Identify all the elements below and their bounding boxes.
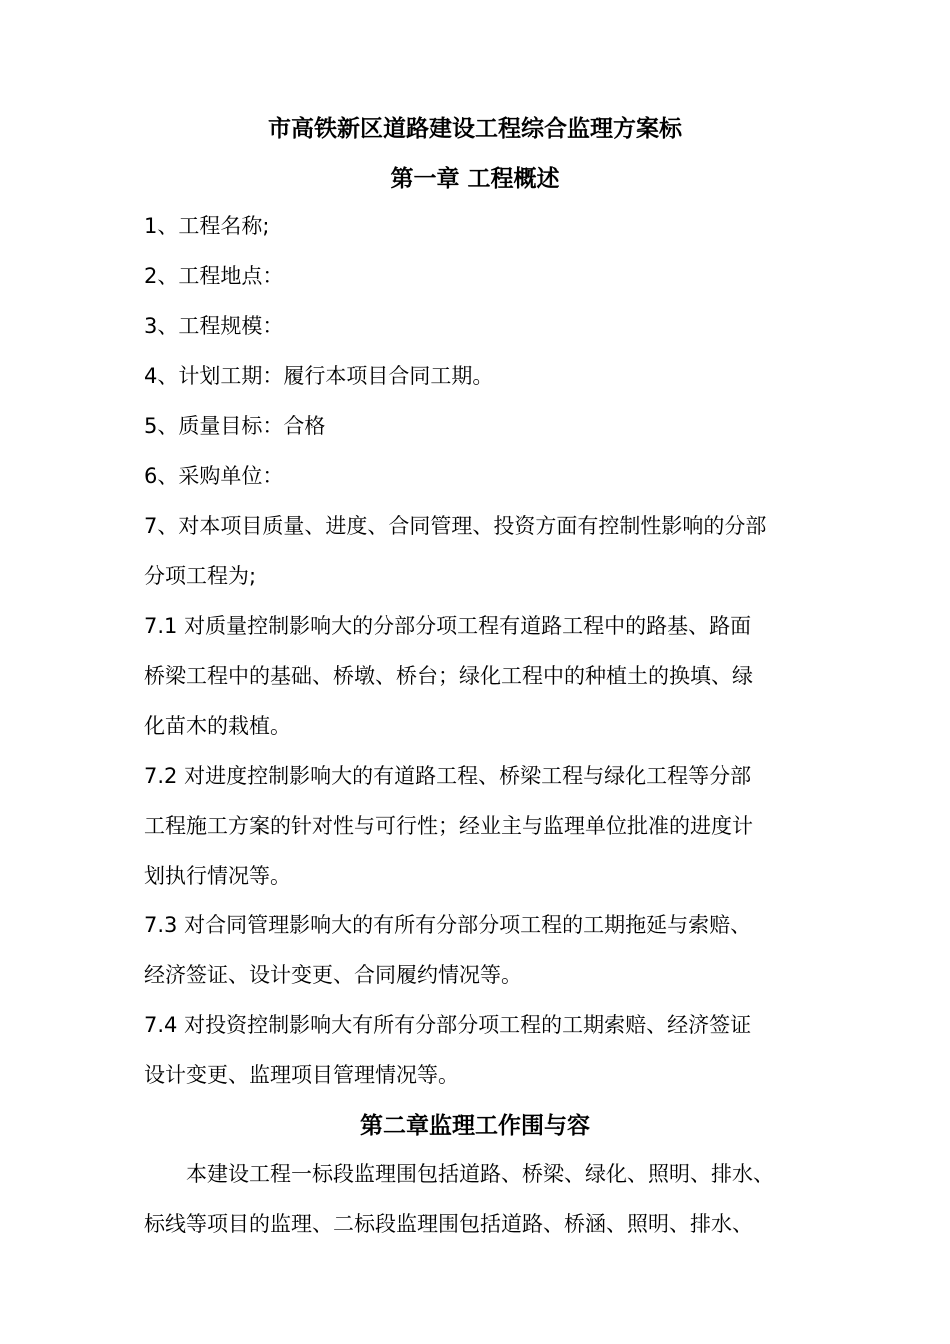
item-7-line-1: 7、对本项目质量、进度、合同管理、投资方面有控制性影响的分部: [144, 514, 767, 538]
document-title: 市高铁新区道路建设工程综合监理方案标: [268, 116, 682, 142]
item-7-4-line-1: 7.4 对投资控制影响大有所有分部分项工程的工期索赔、经济签证: [144, 1013, 752, 1037]
item-project-name: 1、工程名称;: [144, 214, 270, 238]
chapter-2-heading: 第二章监理工作围与容: [360, 1113, 590, 1139]
item-7-3-line-2: 经济签证、设计变更、合同履约情况等。: [144, 963, 522, 987]
chapter-1-heading: 第一章 工程概述: [390, 166, 560, 192]
item-purchasing-unit: 6、采购单位：: [144, 464, 284, 488]
item-7-1-line-1: 7.1 对质量控制影响大的分部分项工程有道路工程中的路基、路面: [144, 614, 752, 638]
item-planned-duration: 4、计划工期：履行本项目合同工期。: [144, 364, 494, 388]
item-7-2-line-3: 划执行情况等。: [144, 864, 291, 888]
item-quality-target: 5、质量目标：合格: [144, 414, 326, 438]
item-7-2-line-2: 工程施工方案的针对性与可行性；经业主与监理单位批准的进度计: [144, 814, 753, 838]
item-7-3-line-1: 7.3 对合同管理影响大的有所有分部分项工程的工期拖延与索赔、: [144, 913, 752, 937]
item-7-1-line-3: 化苗木的栽植。: [144, 714, 291, 738]
item-7-4-line-2: 设计变更、监理项目管理情况等。: [144, 1063, 459, 1087]
item-project-scale: 3、工程规模：: [144, 314, 284, 338]
item-project-location: 2、工程地点：: [144, 264, 284, 288]
chapter-2-paragraph-line-1: 本建设工程一标段监理围包括道路、桥梁、绿化、照明、排水、: [186, 1162, 774, 1186]
chapter-2-paragraph-line-2: 标线等项目的监理、二标段监理围包括道路、桥涵、照明、排水、: [144, 1212, 753, 1236]
item-7-line-2: 分项工程为;: [144, 564, 257, 588]
item-7-1-line-2: 桥梁工程中的基础、桥墩、桥台；绿化工程中的种植土的换填、绿: [144, 664, 753, 688]
item-7-2-line-1: 7.2 对进度控制影响大的有道路工程、桥梁工程与绿化工程等分部: [144, 764, 752, 788]
